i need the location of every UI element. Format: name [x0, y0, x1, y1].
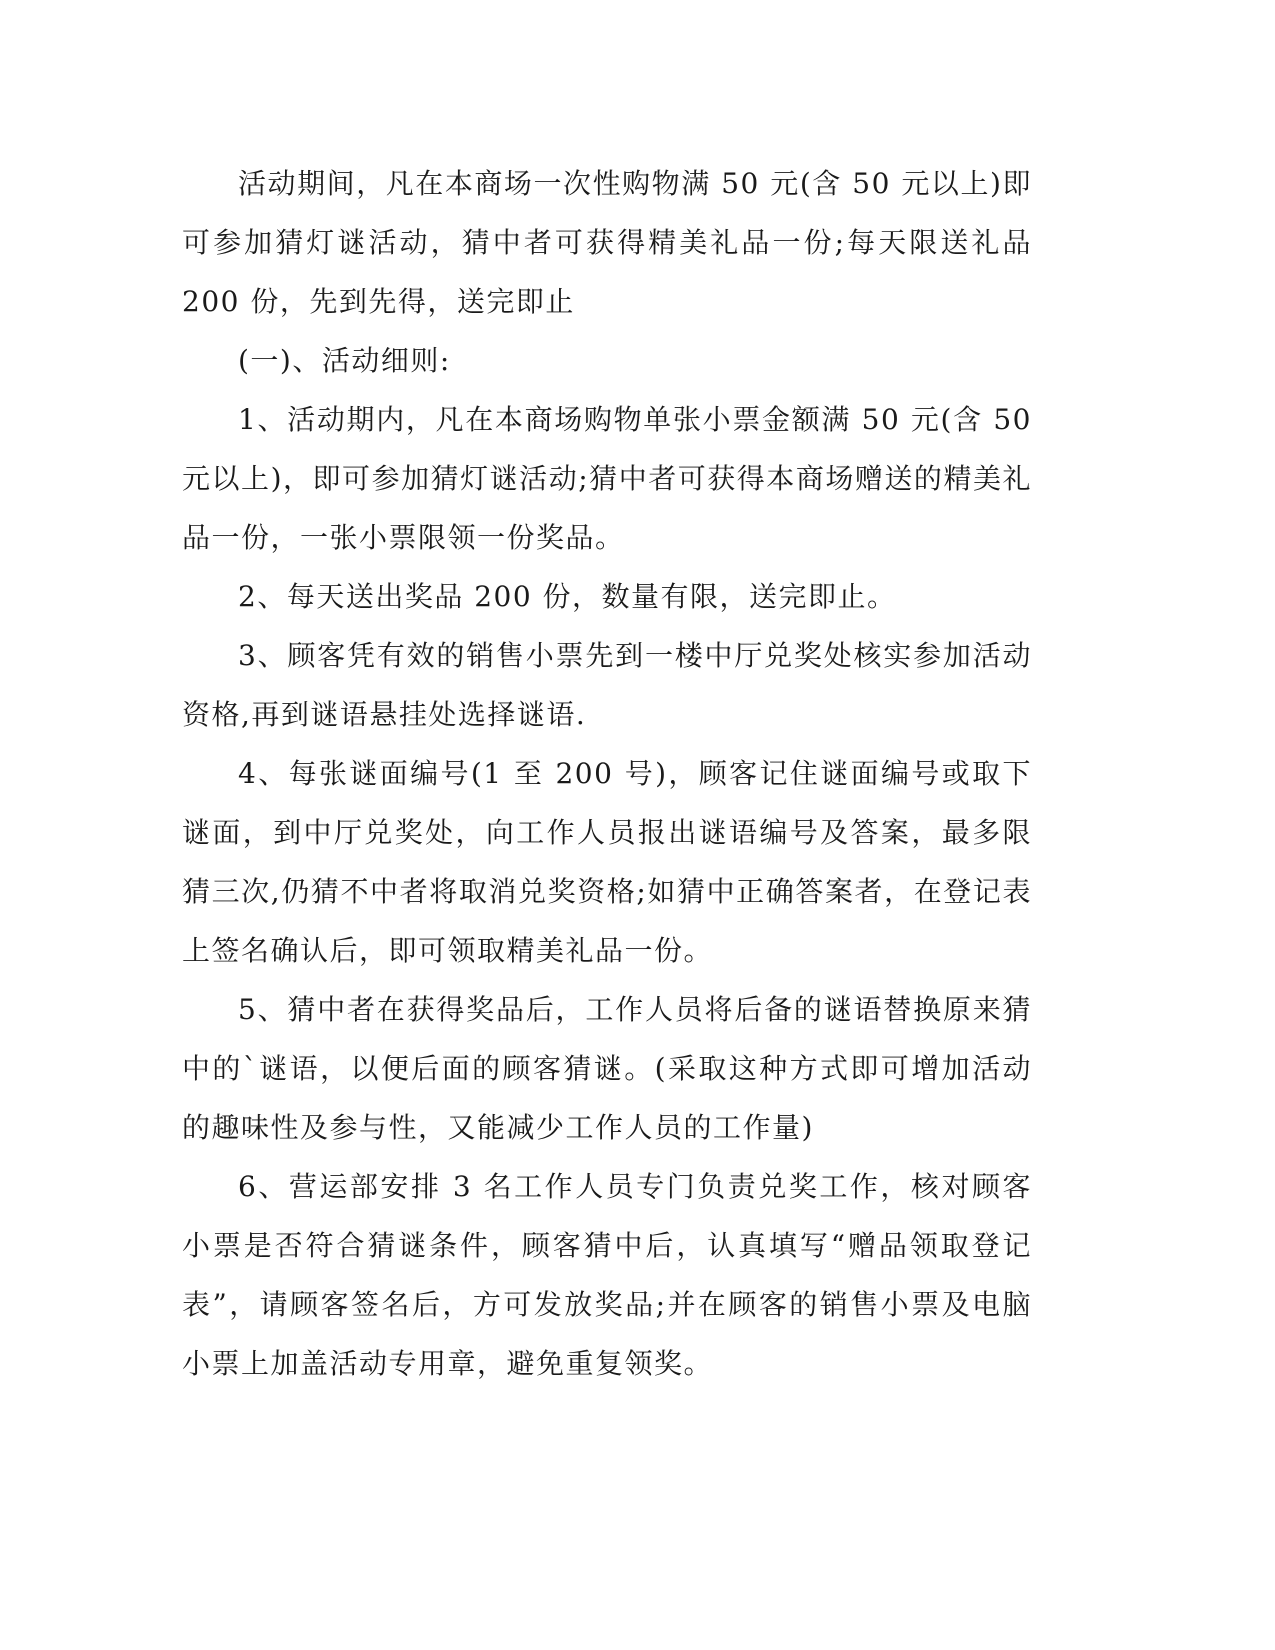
paragraph-activity-period: 活动期间，凡在本商场一次性购物满 50 元(含 50 元以上)即可参加猜灯谜活动，猜中者可获得精美礼品一份;每天限送礼品 200 份，先到先得，送完即止 [182, 167, 1032, 318]
rule-item-5: 5、猜中者在获得奖品后，工作人员将后备的谜语替换原来猜中的`谜语，以便后面的顾客猜谜。(采取这种方式即可增加活动的趣味性及参与性，又能减少工作人员的工作量) [182, 993, 1032, 1144]
rule-item-3: 3、顾客凭有效的销售小票先到一楼中厅兑奖处核实参加活动资格,再到谜语悬挂处选择谜语. [182, 639, 1032, 731]
section-heading-activity-rules: (一)、活动细则: [238, 344, 451, 377]
rule-item-1: 1、活动期内，凡在本商场购物单张小票金额满 50 元(含 50 元以上)，即可参加猜灯谜活动;猜中者可获得本商场赠送的精美礼品一份，一张小票限领一份奖品。 [182, 403, 1032, 554]
document-body [182, 154, 1032, 1393]
rule-item-4: 4、每张谜面编号(1 至 200 号)，顾客记住谜面编号或取下谜面，到中厅兑奖处，向工作人员报出谜语编号及答案，最多限猜三次,仍猜不中者将取消兑奖资格;如猜中正确答案者，在登记表上签名确认后，即可领取精美礼品一份。 [182, 757, 1032, 967]
rule-item-2: 2、每天送出奖品 200 份，数量有限，送完即止。 [238, 580, 897, 613]
rule-item-6: 6、营运部安排 3 名工作人员专门负责兑奖工作，核对顾客小票是否符合猜谜条件，顾客猜中后，认真填写“赠品领取登记表”，请顾客签名后，方可发放奖品;并在顾客的销售小票及电脑小票上加盖活动专用章，避免重复领奖。 [182, 1170, 1032, 1380]
